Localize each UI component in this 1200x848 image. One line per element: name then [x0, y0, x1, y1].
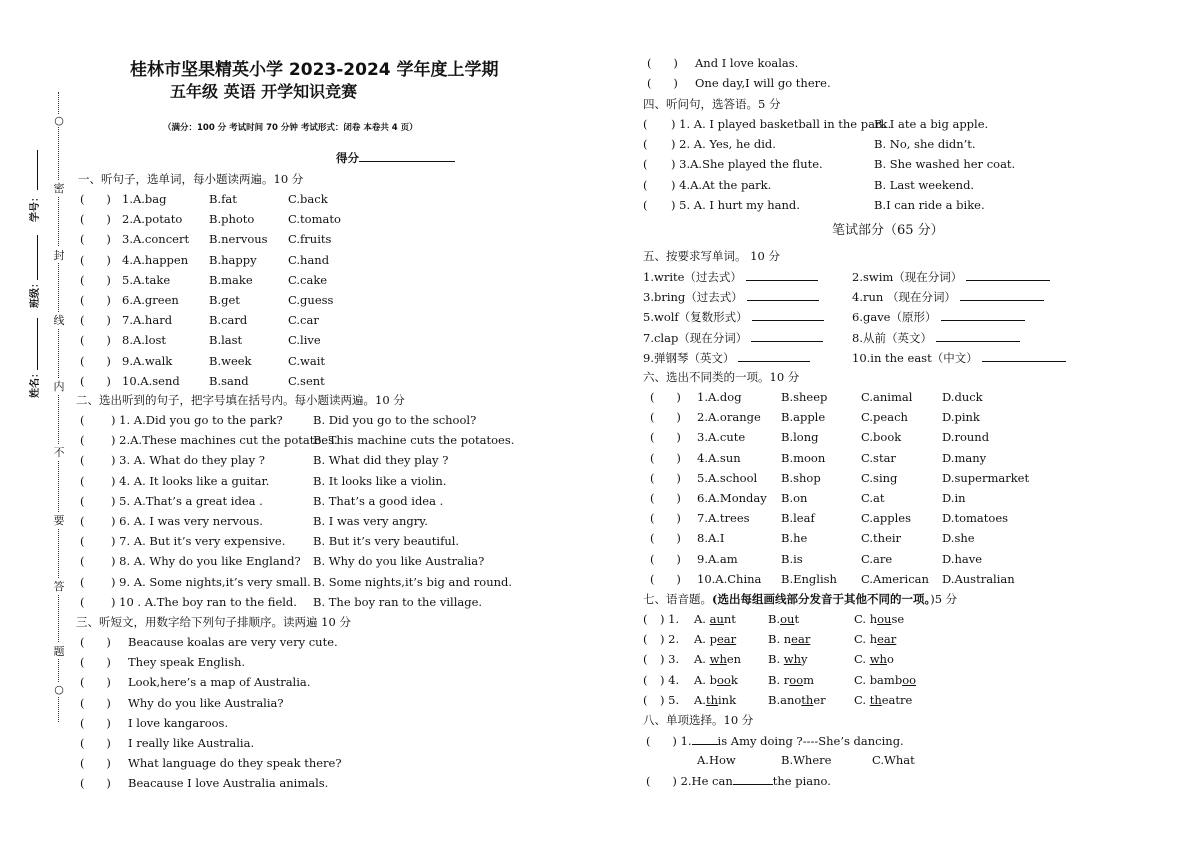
phonics-option-c	[854, 632, 896, 646]
answer-paren[interactable]: ( )	[80, 192, 111, 206]
sentence-b: B. Some nights,it’s big and round.	[313, 574, 513, 589]
answer-b: B. I ate a big apple.	[874, 117, 989, 131]
option-text: C. h	[854, 612, 878, 626]
option-b: B.card	[209, 313, 248, 328]
order-sentence: Why do you like Australia?	[128, 695, 284, 710]
answer-paren[interactable]: (	[80, 514, 107, 528]
student-id-blank	[37, 150, 39, 190]
sentence-a: ) 10 . A.The boy ran to the field.	[111, 594, 297, 609]
option-text: A.	[694, 692, 706, 707]
option-d: D.tomatoes	[942, 511, 1009, 526]
word-task	[852, 289, 1044, 305]
option-text: C. h	[854, 632, 878, 647]
answer-paren[interactable]: ( )	[80, 313, 111, 328]
task-label: 2.swim（现在分词）	[852, 270, 963, 284]
score-field	[336, 150, 455, 166]
order-sentence: And I love koalas.	[695, 56, 799, 70]
section-7-title-post: )5 分	[930, 592, 958, 606]
underlined-letters: th	[869, 692, 882, 707]
task-label: 7.clap（现在分词）	[643, 330, 748, 345]
order-sentence: What language do they speak there?	[128, 756, 342, 771]
sentence-a: ) 5. A.That’s a great idea .	[111, 493, 263, 508]
answer-paren[interactable]: ( )	[80, 212, 111, 227]
underlined-letters: ou	[780, 612, 795, 626]
answer-paren[interactable]: ( )	[647, 76, 678, 91]
name-blank	[37, 318, 39, 370]
phonics-option-c	[854, 612, 904, 626]
sentence-a: ) 6. A. I was very nervous.	[111, 514, 263, 528]
question-text: the piano.	[772, 774, 831, 788]
underlined-letters: oo	[716, 672, 731, 687]
section-1-title: 一、听句子，选单词，每小题读两遍。10 分	[78, 172, 304, 186]
answer-paren[interactable]: (	[80, 453, 107, 468]
exam-note: （满分：100 分 考试时间 70 分钟 考试形式：闭卷 本卷共 4 页）	[163, 123, 418, 133]
q8-1-option-a: A.How	[697, 753, 736, 767]
item-number: ) 4.	[660, 672, 680, 687]
word-task	[852, 269, 1050, 285]
answer-paren[interactable]: ( )	[80, 252, 111, 267]
option-text: er	[813, 692, 826, 707]
answer-blank[interactable]	[960, 289, 1044, 301]
underlined-letters: ear	[877, 632, 897, 647]
option-c: C.car	[288, 313, 319, 328]
option-c: C.live	[288, 333, 321, 348]
option-c: C.apples	[861, 511, 912, 526]
word-task	[643, 269, 818, 285]
question-prefix: ) 1.	[672, 734, 692, 748]
word-task	[852, 330, 1020, 346]
order-sentence: Beacause koalas are very very cute.	[128, 635, 338, 649]
binding-char: ○	[52, 683, 66, 696]
answer-blank[interactable]	[941, 309, 1025, 321]
option-a: 4.A.happen	[122, 252, 189, 267]
option-text: nt	[723, 612, 736, 626]
order-sentence: Beacause I love Australia animals.	[128, 776, 329, 791]
sentence-a: ) 7. A. But it’s very expensive.	[111, 534, 286, 549]
option-text: m	[803, 672, 815, 687]
sentence-a: ) 9. A. Some nights,it’s very small.	[111, 574, 311, 589]
option-a: 6.A.Monday	[697, 491, 767, 505]
score-label: 得分	[336, 151, 359, 165]
order-sentence: I really like Australia.	[128, 736, 255, 750]
sentence-b: B. I was very angry.	[313, 514, 428, 528]
option-text: A.	[694, 652, 710, 667]
order-sentence: They speak English.	[128, 655, 246, 670]
option-b: B.apple	[781, 410, 826, 425]
answer-paren[interactable]: (	[643, 177, 670, 192]
answer-paren[interactable]: (	[643, 632, 663, 647]
word-task	[643, 289, 819, 305]
answer-paren[interactable]: ( )	[80, 232, 111, 247]
answer-paren[interactable]: (	[80, 554, 107, 569]
answer-b: B.I can ride a bike.	[874, 197, 985, 212]
option-b: B.week	[209, 353, 252, 368]
underlined-letters: au	[709, 612, 724, 626]
option-d: D.supermarket	[942, 470, 1030, 485]
answer-b: B. Last weekend.	[874, 177, 975, 192]
option-c: C.fruits	[288, 232, 332, 247]
option-a: 5.A.take	[122, 272, 171, 287]
written-part-heading: 笔试部分（65 分）	[832, 223, 944, 238]
task-label: 10.in the east（中文）	[852, 350, 978, 365]
answer-blank[interactable]	[692, 733, 718, 745]
answer-paren[interactable]: ( )	[80, 776, 111, 791]
sentence-a: ) 4. A. It looks like a guitar.	[111, 473, 270, 488]
option-b: B.sand	[209, 373, 249, 388]
task-label: 9.弹钢琴（英文）	[643, 350, 735, 365]
underlined-letters: ou	[877, 612, 892, 626]
order-sentence: One day,I will go there.	[695, 76, 831, 91]
answer-paren[interactable]: (	[643, 692, 663, 707]
sentence-b: B. What did they play ?	[313, 453, 449, 468]
option-b: B.get	[209, 293, 240, 307]
answer-paren[interactable]: ( )	[650, 551, 681, 566]
exam-title: 桂林市坚果精英小学 2023-2024 学年度上学期	[130, 60, 499, 80]
option-d: D.in	[942, 491, 966, 505]
binding-char: ○	[52, 114, 66, 127]
option-text: B.	[768, 652, 784, 667]
option-b: B.is	[781, 551, 803, 566]
answer-paren[interactable]: (	[80, 433, 107, 448]
binding-char: 答	[53, 580, 65, 593]
option-b: B.leaf	[781, 511, 815, 526]
answer-paren[interactable]: (	[646, 774, 673, 788]
answer-a: ) 2. A. Yes, he did.	[671, 137, 776, 152]
answer-paren[interactable]: ( )	[80, 353, 111, 368]
answer-blank[interactable]	[966, 269, 1050, 281]
task-label: 8.从前（英文）	[852, 330, 932, 345]
answer-paren[interactable]: (	[80, 413, 107, 427]
answer-paren[interactable]: ( )	[650, 390, 681, 404]
sentence-b: B. Did you go to the school?	[313, 413, 477, 427]
answer-paren[interactable]: ( )	[80, 373, 111, 388]
name-label: 姓名：	[30, 368, 41, 398]
option-text: B. n	[768, 632, 792, 647]
option-d: D.Australian	[942, 571, 1015, 586]
section-7-title-pre: 七、语音题。	[643, 592, 712, 606]
task-label: 3.bring（过去式）	[643, 290, 743, 305]
underlined-letters: wh	[783, 652, 802, 667]
phonics-option-b	[768, 673, 814, 687]
answer-paren[interactable]: ( )	[80, 635, 111, 649]
section-2-title: 二、选出听到的句子，把字号填在括号内。每小题读两遍。10 分	[76, 393, 405, 407]
phonics-option-a	[694, 673, 738, 687]
option-text: C. bamb	[854, 672, 903, 687]
answer-paren[interactable]: ( )	[80, 675, 111, 690]
answer-blank[interactable]	[747, 289, 819, 301]
question-text: is Amy doing ?----She’s dancing.	[717, 734, 904, 748]
answer-blank[interactable]	[746, 269, 818, 281]
option-c: C.wait	[288, 353, 326, 368]
score-blank[interactable]	[359, 150, 455, 162]
option-d: D.have	[942, 551, 983, 566]
option-c: C.tomato	[288, 212, 341, 227]
option-a: 2.A.potato	[122, 212, 183, 227]
sentence-b: B. This machine cuts the potatoes.	[313, 433, 515, 448]
exam-subtitle: 五年级 英语 开学知识竞赛	[170, 82, 358, 101]
binding-char: 题	[53, 645, 65, 658]
option-text: en	[726, 652, 742, 667]
answer-paren[interactable]: ( )	[647, 56, 678, 70]
answer-blank[interactable]	[751, 330, 823, 342]
option-text: A.	[694, 612, 710, 626]
option-b: B.sheep	[781, 390, 828, 404]
underlined-letters: wh	[869, 652, 887, 667]
order-sentence: Look,here’s a map of Australia.	[128, 675, 311, 690]
phonics-option-c	[854, 673, 916, 687]
option-b: B.shop	[781, 470, 821, 485]
option-b: B.on	[781, 491, 808, 505]
answer-paren[interactable]: ( )	[650, 491, 681, 505]
class-label: 班级：	[30, 278, 41, 308]
phonics-option-b	[768, 693, 826, 707]
option-b: B.make	[209, 272, 253, 287]
option-text: eatre	[881, 692, 913, 707]
option-a: 8.A.lost	[122, 333, 167, 348]
option-c: C.at	[861, 491, 885, 505]
answer-blank[interactable]	[982, 350, 1066, 362]
answer-paren[interactable]: ( )	[650, 511, 681, 526]
option-a: 10.A.China	[697, 571, 762, 586]
q8-1-option-b: B.Where	[781, 753, 832, 767]
option-c: C.animal	[861, 390, 913, 404]
option-b: B.fat	[209, 192, 237, 206]
question-8-1	[646, 733, 904, 748]
answer-paren[interactable]: ( )	[650, 470, 681, 485]
option-a: 9.A.am	[697, 551, 738, 566]
question-8-2	[646, 773, 831, 788]
option-d: D.many	[942, 450, 987, 465]
item-number: ) 5.	[660, 692, 680, 707]
section-8-title: 八、单项选择。10 分	[643, 713, 754, 727]
section-7-title-bold: (选出每组画线部分发音于其他不同的一项。	[712, 592, 931, 606]
sentence-a: ) 1. A.Did you go to the park?	[111, 413, 283, 427]
sentence-b: B. It looks like a violin.	[313, 473, 447, 488]
answer-blank[interactable]	[752, 309, 824, 321]
answer-paren[interactable]: ( )	[80, 293, 111, 307]
option-text: k	[730, 672, 738, 687]
option-a: 3.A.cute	[697, 430, 746, 445]
option-text: A. p	[694, 632, 717, 647]
sentence-b: B. That’s a good idea .	[313, 493, 444, 508]
sentence-a: ) 3. A. What do they play ?	[111, 453, 265, 468]
option-c: C.hand	[288, 252, 330, 267]
phonics-option-a	[694, 632, 736, 646]
section-3-title: 三、听短文，用数字给下列句子排顺序。读两遍 10 分	[76, 615, 351, 629]
phonics-option-a	[694, 652, 741, 666]
option-text: B. r	[768, 672, 790, 687]
task-label: 4.run （现在分词）	[852, 290, 956, 305]
underlined-letters: th	[705, 692, 718, 707]
question-prefix: ) 2.He can	[672, 774, 733, 788]
option-text: t	[794, 612, 800, 626]
word-task	[643, 350, 810, 366]
item-number: ) 2.	[660, 632, 680, 647]
section-5-title: 五、按要求写单词。 10 分	[643, 249, 780, 263]
option-text: B.	[768, 612, 781, 626]
underlined-letters: th	[801, 692, 814, 707]
phonics-option-a	[694, 612, 736, 626]
student-id-label: 学号：	[30, 192, 41, 222]
binding-char: 不	[53, 446, 65, 459]
answer-a: ) 5. A. I hurt my hand.	[671, 197, 800, 212]
option-a: 7.A.hard	[122, 313, 173, 328]
option-d: D.pink	[942, 410, 980, 425]
sentence-b: B. But it’s very beautiful.	[313, 534, 460, 549]
answer-b: B. She washed her coat.	[874, 157, 1016, 172]
phonics-option-b	[768, 612, 799, 626]
task-label: 6.gave（原形）	[852, 310, 937, 325]
option-a: 7.A.trees	[697, 511, 750, 526]
answer-blank[interactable]	[738, 350, 810, 362]
answer-paren[interactable]: ( )	[650, 430, 681, 445]
option-a: 1.A.bag	[122, 192, 167, 206]
option-c: C.American	[861, 571, 929, 586]
option-c: C.are	[861, 551, 893, 566]
sentence-b: B. Why do you like Australia?	[313, 554, 485, 569]
answer-a: ) 1. A. I played basketball in the park.	[671, 117, 892, 131]
option-a: 9.A.walk	[122, 353, 173, 368]
sentence-a: ) 2.A.These machines cut the potatoes.	[111, 433, 338, 448]
phonics-option-c	[854, 652, 894, 666]
option-a: 3.A.concert	[122, 232, 190, 247]
answer-paren[interactable]: ( )	[80, 272, 111, 287]
answer-paren[interactable]: ( )	[80, 736, 111, 750]
option-c: C.guess	[288, 293, 334, 307]
binding-char: 要	[53, 514, 65, 527]
option-b: B.he	[781, 531, 808, 546]
option-b: B.photo	[209, 212, 255, 227]
phonics-option-c	[854, 693, 912, 707]
option-a: 8.A.I	[697, 531, 725, 546]
answer-blank[interactable]	[733, 773, 773, 785]
binding-char: 内	[53, 380, 65, 393]
option-text: C.	[854, 692, 870, 707]
option-c: C.cake	[288, 272, 328, 287]
answer-paren[interactable]: (	[80, 473, 107, 488]
option-a: 6.A.green	[122, 293, 179, 307]
section-6-title: 六、选出不同类的一项。10 分	[643, 370, 800, 384]
task-label: 1.write（过去式）	[643, 270, 742, 284]
phonics-option-a	[694, 693, 736, 707]
option-a: 4.A.sun	[697, 450, 741, 465]
item-number: ) 3.	[660, 652, 680, 667]
answer-paren[interactable]: ( )	[650, 531, 681, 546]
binding-char: 密	[53, 182, 65, 195]
answer-paren[interactable]: ( )	[80, 333, 111, 348]
option-c: C.star	[861, 450, 896, 465]
answer-paren[interactable]: (	[643, 137, 670, 152]
answer-paren[interactable]: (	[643, 117, 670, 131]
option-b: B.long	[781, 430, 819, 445]
answer-paren[interactable]: (	[643, 197, 670, 212]
answer-paren[interactable]: ( )	[80, 756, 111, 771]
answer-a: ) 3.A.She played the flute.	[671, 157, 823, 172]
option-text: B.ano	[768, 692, 802, 707]
q8-1-option-c: C.What	[872, 753, 915, 767]
class-blank	[37, 235, 39, 280]
answer-paren[interactable]: ( )	[650, 410, 681, 425]
option-text: o	[886, 652, 894, 667]
option-text: C.	[854, 652, 870, 667]
sentence-a: ) 8. A. Why do you like England?	[111, 554, 301, 569]
answer-paren[interactable]: ( )	[80, 695, 111, 710]
answer-paren[interactable]: (	[80, 534, 107, 549]
option-d: D.duck	[942, 390, 983, 404]
answer-b: B. No, she didn’t.	[874, 137, 976, 152]
option-b: B.last	[209, 333, 243, 348]
answer-paren[interactable]: ( )	[80, 655, 111, 670]
underlined-letters: oo	[789, 672, 804, 687]
option-c: C.peach	[861, 410, 908, 425]
option-b: B.moon	[781, 450, 826, 465]
answer-blank[interactable]	[936, 330, 1020, 342]
order-sentence: I love kangaroos.	[128, 715, 229, 730]
underlined-letters: oo	[902, 672, 917, 687]
option-d: D.round	[942, 430, 990, 445]
option-c: C.sing	[861, 470, 898, 485]
option-text: A. b	[694, 672, 717, 687]
answer-paren[interactable]: (	[643, 672, 663, 687]
option-c: C.sent	[288, 373, 325, 388]
answer-paren[interactable]: (	[643, 157, 670, 172]
phonics-option-b	[768, 632, 810, 646]
task-label: 5.wolf（复数形式）	[643, 310, 748, 325]
answer-paren[interactable]: ( )	[650, 450, 681, 465]
answer-paren[interactable]: ( )	[650, 571, 681, 586]
binding-char: 线	[53, 314, 65, 327]
word-task	[852, 309, 1025, 325]
phonics-option-b	[768, 652, 808, 666]
option-text: y	[801, 652, 808, 667]
item-number: ) 1.	[660, 612, 680, 626]
option-a: 10.A.send	[122, 373, 180, 388]
sentence-b: B. The boy ran to the village.	[313, 594, 483, 609]
answer-paren[interactable]: (	[643, 652, 663, 667]
underlined-letters: wh	[709, 652, 727, 667]
answer-paren[interactable]: (	[643, 612, 663, 626]
answer-paren[interactable]: (	[80, 493, 107, 508]
option-a: 1.A.dog	[697, 390, 742, 404]
answer-paren[interactable]: ( )	[80, 715, 111, 730]
option-d: D.she	[942, 531, 975, 546]
option-b: B.happy	[209, 252, 257, 267]
option-text: se	[891, 612, 905, 626]
answer-paren[interactable]: (	[80, 574, 107, 589]
word-task	[643, 309, 824, 325]
option-text: ink	[718, 692, 737, 707]
answer-a: ) 4.A.At the park.	[671, 177, 772, 192]
option-b: B.nervous	[209, 232, 268, 247]
option-c: C.back	[288, 192, 328, 206]
underlined-letters: ear	[716, 632, 737, 647]
section-4-title: 四、听问句，选答语。5 分	[643, 97, 781, 111]
underlined-letters: ear	[791, 632, 811, 647]
option-c: C.their	[861, 531, 902, 546]
option-b: B.English	[781, 571, 837, 586]
section-7-title	[643, 591, 957, 607]
binding-char: 封	[53, 249, 65, 262]
answer-paren[interactable]: (	[646, 734, 673, 748]
word-task	[852, 350, 1066, 366]
answer-paren[interactable]: (	[80, 594, 107, 609]
option-a: 2.A.orange	[697, 410, 761, 425]
option-a: 5.A.school	[697, 470, 758, 485]
option-c: C.book	[861, 430, 902, 445]
word-task	[643, 330, 823, 346]
